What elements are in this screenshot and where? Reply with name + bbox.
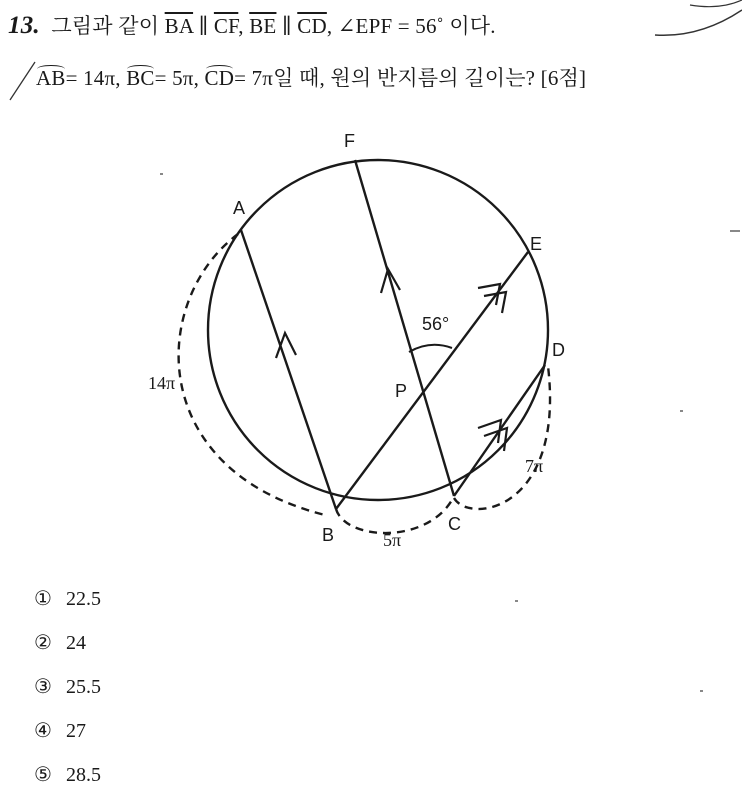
- choice-4[interactable]: [34, 718, 86, 743]
- arc-cd-brace: [454, 366, 550, 509]
- point-label-d: D: [552, 340, 565, 360]
- comma: ,: [238, 14, 244, 38]
- choice-value: 25.5: [66, 676, 101, 698]
- choice-number: ②: [34, 632, 52, 654]
- choice-value: 24: [66, 632, 86, 654]
- arc-ab-label: AB: [36, 66, 66, 90]
- point-label-c: C: [448, 514, 461, 534]
- scan-speck: [730, 230, 740, 232]
- scan-speck: [160, 173, 163, 175]
- choice-3[interactable]: [34, 674, 101, 699]
- choice-value: 27: [66, 720, 86, 742]
- choice-2[interactable]: [34, 630, 86, 655]
- segment-ba: $\overline{BA}$: [164, 14, 194, 38]
- comma: ,: [326, 14, 333, 38]
- arc-bc-label: BC: [126, 66, 155, 90]
- choice-5[interactable]: [34, 762, 101, 787]
- arc-ab-brace: [179, 234, 325, 515]
- chord-ba: [241, 230, 336, 509]
- segment-be: $\overline{BE}$: [249, 14, 277, 38]
- choice-1[interactable]: [34, 586, 101, 611]
- main-circle: [208, 160, 548, 500]
- segment-cf: $\overline{CF}$: [213, 14, 239, 38]
- scan-speck: [515, 600, 518, 602]
- arc-bc-length-label: 5π: [383, 530, 402, 550]
- parallel-symbol: ∥: [281, 14, 292, 38]
- choice-value: 28.5: [66, 764, 101, 786]
- arc-cd-label: CD: [204, 66, 235, 90]
- angle-arc: [409, 345, 452, 352]
- choice-number: ③: [34, 676, 52, 698]
- choice-value: 22.5: [66, 588, 101, 610]
- angle-value-label: 56°: [422, 314, 450, 334]
- scan-artifact-lines: [0, 0, 742, 110]
- arc-cd-length-label: 7π: [525, 456, 544, 476]
- point-label-a: A: [233, 198, 246, 218]
- point-label-f: F: [344, 131, 355, 151]
- arc-ab-length-label: 14π: [148, 373, 176, 393]
- choice-number: ⑤: [34, 764, 52, 786]
- question-number: 13.: [8, 12, 40, 39]
- arc-bc-brace: [336, 500, 452, 533]
- point-label-b: B: [322, 525, 335, 545]
- arc-ab-value: = 14π,: [65, 66, 121, 90]
- choice-number: ④: [34, 720, 52, 742]
- arc-bc-value: = 5π,: [154, 66, 200, 90]
- scan-speck: [700, 690, 703, 692]
- point-label-e: E: [530, 234, 543, 254]
- arc-cd-value: = 7π일 때, 원의 반지름의 길이는? [6점]: [234, 66, 587, 90]
- single-arrow-mark: [276, 333, 296, 358]
- question-prefix: 그림과 같이: [51, 14, 160, 38]
- geometry-figure: [0, 110, 742, 570]
- angle-condition: ∠EPF = 56˚ 이다.: [337, 14, 496, 38]
- parallel-symbol: ∥: [198, 14, 209, 38]
- point-label-p: P: [395, 381, 408, 401]
- segment-cd: $\overline{CD}$: [297, 14, 327, 38]
- choice-number: ①: [34, 588, 52, 610]
- scan-speck: [680, 410, 683, 412]
